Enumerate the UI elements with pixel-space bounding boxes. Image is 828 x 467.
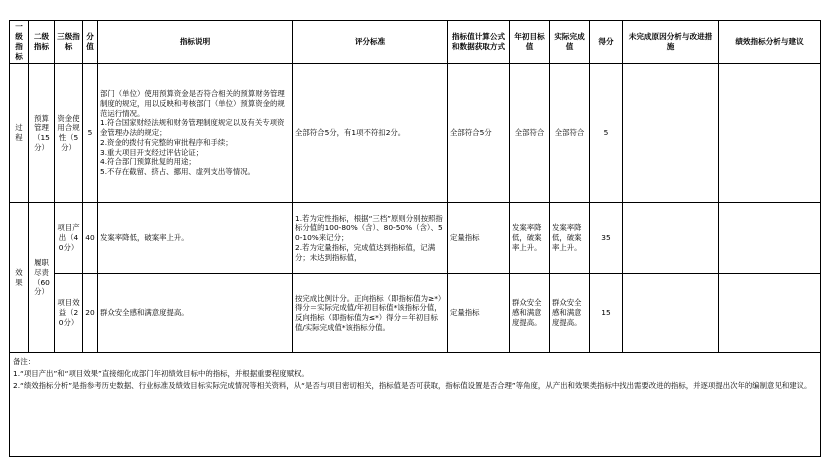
row-target: 发案率降低，破案率上升。 (510, 203, 550, 274)
row-level3: 项目效益（20分） (55, 274, 83, 353)
row-level3: 项目产出（40分） (55, 203, 83, 274)
description-line: 部门（单位）使用预算资金是否符合相关的预算财务管理制度的规定，用以反映和考核部门（单位）预算资金的规范运行情况。 (100, 89, 285, 118)
description-line: 2.资金的拨付有完整的审批程序和手续； (100, 137, 233, 147)
row-level2: 预算管理（15分） (29, 64, 55, 203)
row-criteria (293, 203, 448, 274)
row-score: 15 (590, 274, 623, 353)
notes-row (10, 353, 821, 457)
row-analysis (719, 64, 821, 203)
header-level2: 二级指标 (29, 21, 55, 64)
header-reason: 未完成原因分析与改进措施 (623, 21, 719, 64)
row-description (98, 64, 293, 203)
row-calc: 定量指标 (448, 274, 510, 353)
row-score: 35 (590, 203, 623, 274)
row-analysis (719, 203, 821, 274)
header-description: 指标说明 (98, 21, 293, 64)
table-row (10, 274, 821, 353)
row-criteria (293, 274, 448, 353)
header-analysis: 绩效指标分析与建议 (719, 21, 821, 64)
row-target: 全部符合 (510, 64, 550, 203)
row-reason (623, 64, 719, 203)
header-target: 年初目标值 (510, 21, 550, 64)
description-line: 3.重大项目开支经过评估论证； (100, 147, 204, 157)
row-criteria (293, 64, 448, 203)
header-actual: 实际完成值 (550, 21, 590, 64)
row-weight: 40 (83, 203, 98, 274)
note-line: 2.“绩效指标分析”是指参考历史数据、行业标准及绩效目标实际完成情况等相关资料，从“是否与项目密切相关，指标值是否可获取，指标值设置是否合理”等角度，从产出和效果类指标中找出需要改进的指标，并逐项提出次年的编制意见和建议。 (13, 380, 812, 390)
criteria-line: 全部符合5分，有1项不符扣2分。 (295, 128, 406, 138)
row-score: 5 (590, 64, 623, 203)
notes-cell (10, 353, 821, 457)
header-calc-formula: 指标值计算公式和数据获取方式 (448, 21, 510, 64)
criteria-line: 1.若为定性指标，根据“三档”原则分别按照指标分值的100-80%（含）、80-50%（含）、50-10%来记分； (295, 213, 443, 243)
criteria-line: 按完成比例计分。正向指标（即指标值为≥*）得分＝实际完成值/年初目标值*该指标分值，反向指标（即指标值为≤*）得分＝年初目标值/实际完成值*该指标分值。 (295, 293, 442, 332)
row-reason (623, 203, 719, 274)
description-line: 4.符合部门预算批复的用途； (100, 157, 196, 167)
row-calc: 定量指标 (448, 203, 510, 274)
row-actual: 群众安全感和满意度提高。 (550, 274, 590, 353)
table-row (10, 203, 821, 274)
header-criteria: 评分标准 (293, 21, 448, 64)
description-line: 发案率降低，破案率上升。 (100, 233, 189, 243)
notes-title: 备注： (13, 357, 36, 367)
header-score: 得分 (590, 21, 623, 64)
row-analysis (719, 274, 821, 353)
row-weight: 5 (83, 64, 98, 203)
criteria-line: 2.若为定量指标，完成值达到指标值，记满分；未达到指标值， (295, 242, 436, 262)
row-actual: 发案率降低，破案率上升。 (550, 203, 590, 274)
header-level1: 一级指标 (10, 21, 29, 64)
row-level3: 资金使用合规性（5分） (55, 64, 83, 203)
row-description (98, 203, 293, 274)
row-target: 群众安全感和满意度提高。 (510, 274, 550, 353)
row-actual: 全部符合 (550, 64, 590, 203)
header-level3: 三级指标 (55, 21, 83, 64)
row-calc: 全部符合5分 (448, 64, 510, 203)
row-level1: 效果 (10, 203, 29, 353)
row-level1: 过程 (10, 64, 29, 203)
table-row (10, 64, 821, 203)
row-description (98, 274, 293, 353)
header-score-weight: 分值 (83, 21, 98, 64)
row-reason (623, 274, 719, 353)
description-line: 1.符合国家财经法规和财务管理制度规定以及有关专项资金管理办法的规定； (100, 118, 285, 138)
row-weight: 20 (83, 274, 98, 353)
header-row (10, 21, 821, 64)
description-line: 群众安全感和满意度提高。 (100, 308, 189, 318)
description-line: 5.不存在截留、挤占、挪用、虚列支出等情况。 (100, 167, 255, 177)
row-level2: 履职尽责（60分） (29, 203, 55, 353)
performance-table (9, 20, 821, 457)
note-line: 1.“项目产出”和“项目效果”直接细化成部门年初绩效目标中的指标，并根据重要程度赋权。 (13, 368, 309, 378)
